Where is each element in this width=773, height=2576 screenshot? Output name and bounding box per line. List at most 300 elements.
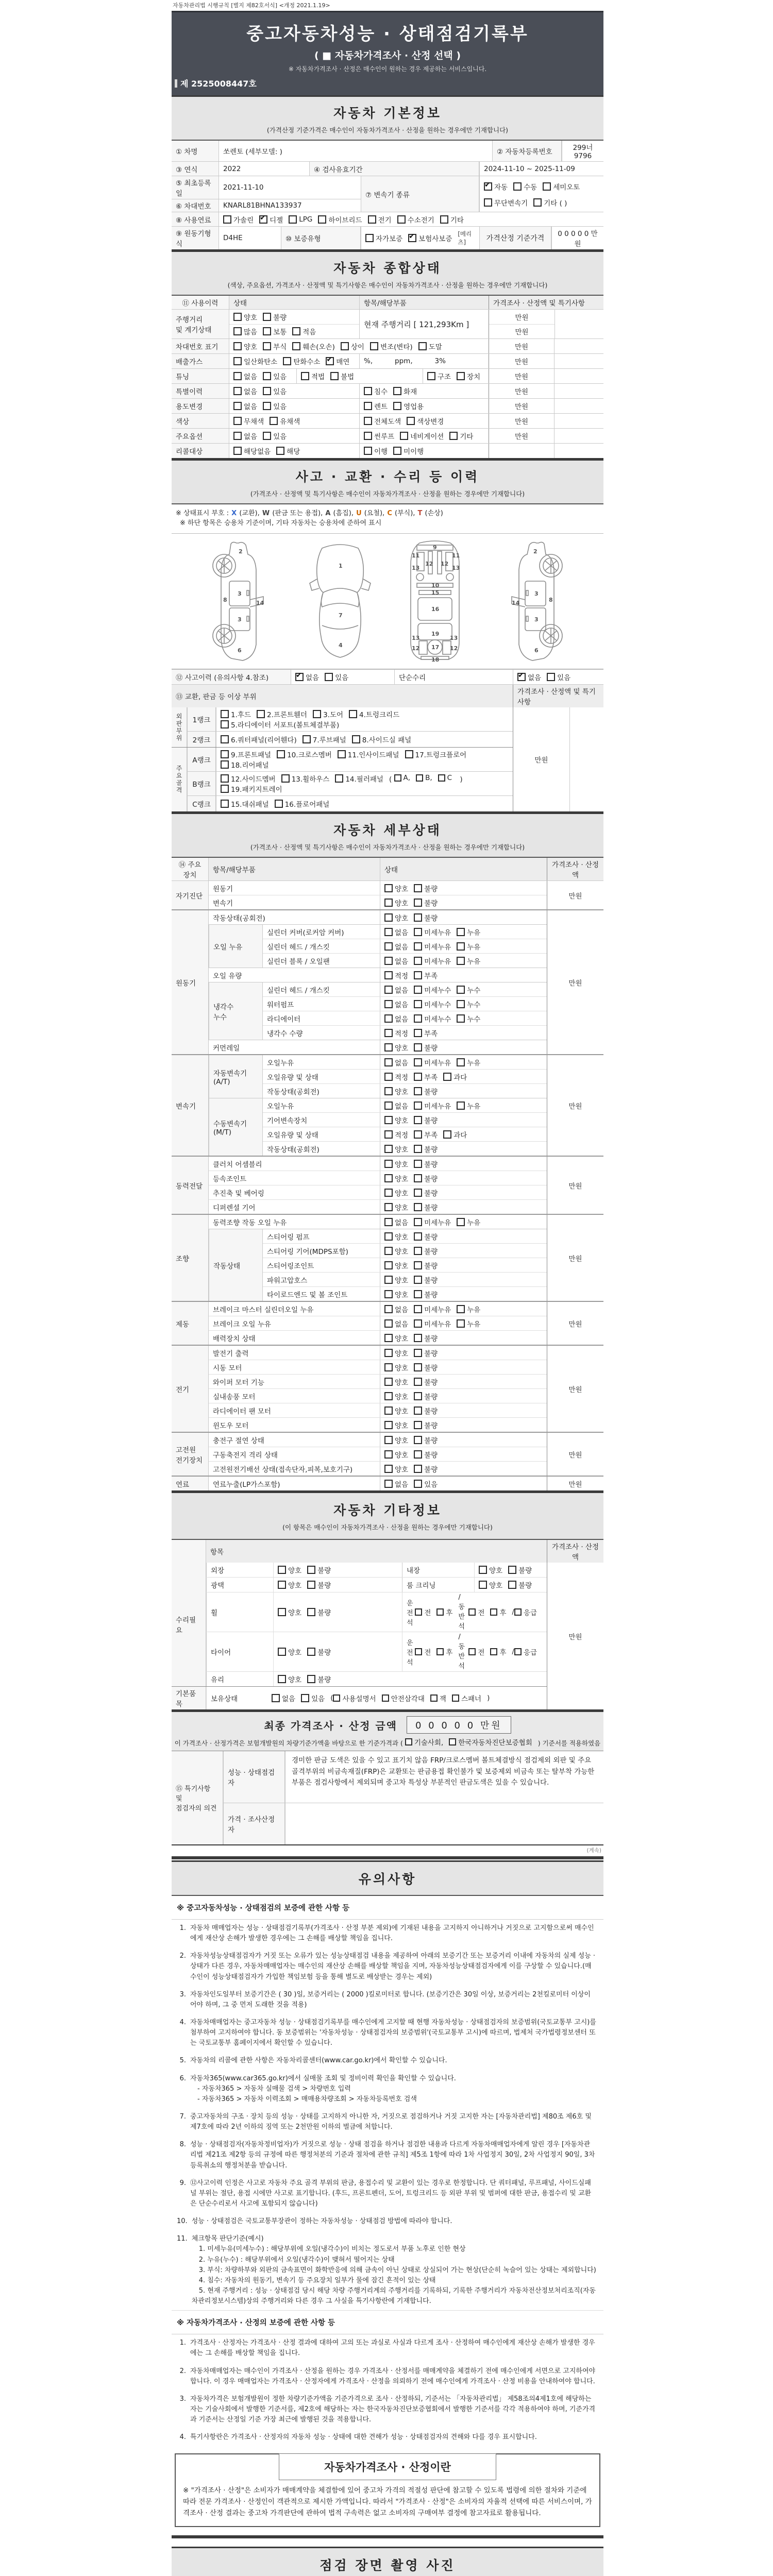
checkbox[interactable] bbox=[384, 1247, 393, 1255]
checkbox[interactable] bbox=[414, 1058, 422, 1066]
detail-row bbox=[263, 1141, 547, 1156]
checkbox[interactable] bbox=[384, 1480, 393, 1488]
checkbox[interactable] bbox=[414, 1305, 422, 1313]
detail-group-body bbox=[209, 1157, 547, 1214]
checkbox[interactable] bbox=[384, 884, 393, 892]
checkbox[interactable] bbox=[414, 899, 422, 907]
checkbox[interactable] bbox=[414, 913, 422, 922]
checkbox[interactable] bbox=[414, 1087, 422, 1095]
checkbox[interactable] bbox=[416, 774, 423, 782]
detail-state-checks bbox=[380, 1200, 547, 1214]
checkbox[interactable] bbox=[415, 1608, 422, 1616]
checkbox[interactable] bbox=[414, 1334, 422, 1342]
detail-state-checks bbox=[380, 968, 547, 982]
checkbox[interactable] bbox=[292, 327, 300, 335]
checkbox[interactable] bbox=[393, 447, 401, 455]
checkbox[interactable] bbox=[221, 750, 229, 758]
notice-item-subline: 2. 누유(누수) : 해당부위에서 오일(냉각수)이 맺혀서 떨어지는 상태 bbox=[198, 2256, 395, 2264]
checkbox[interactable] bbox=[233, 387, 242, 395]
checkbox[interactable] bbox=[394, 774, 401, 782]
checkbox[interactable] bbox=[384, 1160, 393, 1168]
checkbox[interactable] bbox=[263, 327, 271, 335]
checkbox[interactable] bbox=[407, 417, 415, 425]
checkbox[interactable] bbox=[325, 673, 333, 681]
checkbox-option bbox=[384, 1202, 408, 1212]
checkbox[interactable] bbox=[414, 884, 422, 892]
checkbox[interactable] bbox=[341, 342, 349, 350]
checkbox[interactable] bbox=[414, 1174, 422, 1182]
checkbox[interactable] bbox=[514, 1608, 522, 1616]
etc-sub-checks bbox=[474, 1578, 547, 1592]
checkbox[interactable] bbox=[457, 986, 465, 994]
checkbox[interactable] bbox=[384, 986, 393, 994]
checkbox[interactable] bbox=[490, 1608, 497, 1616]
checkbox[interactable] bbox=[468, 1648, 476, 1655]
checkbox-label: 후 bbox=[446, 1649, 453, 1657]
col-item: 항목/해당부품 bbox=[213, 866, 256, 874]
assessor-label: 가격 · 조사산정 자 bbox=[223, 1803, 285, 1844]
detail-item-label: 오일누유 bbox=[267, 1102, 294, 1111]
inspection-period-value: 2024-11-10 ~ 2025-11-09 bbox=[479, 162, 602, 176]
checkbox[interactable] bbox=[289, 215, 297, 224]
checkbox[interactable] bbox=[384, 1450, 393, 1459]
checkbox[interactable] bbox=[307, 1566, 315, 1574]
checkbox[interactable] bbox=[479, 1566, 487, 1574]
checkbox[interactable] bbox=[278, 1648, 286, 1656]
checkbox[interactable] bbox=[414, 1247, 422, 1255]
checkbox[interactable] bbox=[490, 1648, 497, 1655]
checkbox[interactable] bbox=[364, 387, 372, 395]
checkbox[interactable] bbox=[397, 215, 406, 224]
checkbox[interactable] bbox=[414, 1378, 422, 1386]
checkbox[interactable] bbox=[301, 372, 309, 380]
checkbox[interactable] bbox=[384, 928, 393, 936]
checkbox[interactable] bbox=[414, 1160, 422, 1168]
checkbox[interactable] bbox=[457, 1305, 465, 1313]
checkbox-label: 양호 bbox=[395, 1334, 409, 1343]
checkbox[interactable] bbox=[338, 750, 346, 758]
checkbox[interactable] bbox=[307, 1675, 315, 1683]
checkbox[interactable] bbox=[543, 182, 551, 191]
checkbox-option bbox=[414, 1435, 438, 1445]
checkbox[interactable] bbox=[449, 432, 458, 440]
checkbox[interactable] bbox=[414, 1101, 422, 1110]
checkbox[interactable] bbox=[414, 971, 422, 979]
warranty-options bbox=[361, 227, 479, 249]
notice-price-subtitle: ※ 자동차가격조사 · 산정의 보증에 관한 사항 등 bbox=[172, 2310, 603, 2334]
checkbox-label: 상이 bbox=[350, 343, 364, 351]
checkbox[interactable] bbox=[457, 372, 465, 380]
checkbox[interactable] bbox=[457, 942, 465, 951]
checkbox-checked[interactable] bbox=[517, 673, 526, 681]
checkbox[interactable] bbox=[449, 1738, 456, 1745]
checkbox[interactable] bbox=[263, 387, 271, 395]
detail-group-body bbox=[209, 881, 547, 909]
detail-item-label: 실린더 블록 / 오일팬 bbox=[267, 957, 330, 966]
checkbox[interactable] bbox=[221, 735, 229, 743]
basic-info-row bbox=[172, 212, 603, 226]
checkbox[interactable] bbox=[384, 1276, 393, 1284]
detail-row bbox=[263, 996, 547, 1011]
checkbox-checked[interactable] bbox=[408, 234, 416, 242]
checkbox[interactable] bbox=[221, 774, 229, 783]
detail-item-label: 등속조인트 bbox=[213, 1175, 247, 1183]
exchange-label: ⑬ 교환, 판금 등 이상 부위 bbox=[176, 693, 257, 701]
checkbox[interactable] bbox=[278, 1581, 286, 1589]
checkbox[interactable] bbox=[349, 710, 357, 718]
checkbox[interactable] bbox=[384, 1218, 393, 1226]
checkbox[interactable] bbox=[384, 1406, 393, 1415]
checkbox[interactable] bbox=[418, 342, 427, 350]
checkbox[interactable] bbox=[384, 1363, 393, 1371]
detail-row bbox=[209, 1417, 547, 1432]
checkbox[interactable] bbox=[384, 1465, 393, 1473]
checkbox-checked[interactable] bbox=[295, 673, 304, 681]
checkbox[interactable] bbox=[457, 1000, 465, 1008]
detail-state-checks bbox=[380, 997, 547, 1011]
checkbox-label: 썬루프 bbox=[374, 433, 395, 441]
checkbox[interactable] bbox=[414, 1436, 422, 1444]
basic-left-column bbox=[172, 176, 361, 212]
checkbox[interactable] bbox=[457, 1014, 465, 1023]
checkbox[interactable] bbox=[233, 417, 242, 425]
checkbox-option bbox=[384, 1086, 408, 1096]
checkbox[interactable] bbox=[370, 342, 378, 350]
checkbox[interactable] bbox=[364, 402, 372, 410]
checkbox[interactable] bbox=[364, 417, 372, 425]
checkbox[interactable] bbox=[479, 1581, 487, 1589]
checkbox[interactable] bbox=[400, 432, 408, 440]
checkbox[interactable] bbox=[414, 1043, 422, 1052]
checkbox[interactable] bbox=[384, 1189, 393, 1197]
checkbox[interactable] bbox=[382, 1694, 389, 1702]
checkbox[interactable] bbox=[384, 1319, 393, 1328]
overall-row-label: 특별이력 bbox=[172, 384, 229, 398]
checkbox[interactable] bbox=[384, 1392, 393, 1400]
checkbox[interactable] bbox=[263, 313, 271, 321]
checkbox[interactable] bbox=[233, 402, 242, 410]
checkbox-label: 양호 bbox=[288, 1676, 302, 1684]
checkbox[interactable] bbox=[233, 432, 242, 440]
detail-rows bbox=[263, 1229, 547, 1301]
checkbox[interactable] bbox=[452, 1694, 459, 1702]
checkbox[interactable] bbox=[301, 1694, 309, 1702]
checkbox[interactable] bbox=[414, 1480, 422, 1488]
checkbox[interactable] bbox=[414, 1349, 422, 1357]
checkbox[interactable] bbox=[303, 735, 311, 743]
checkbox[interactable] bbox=[384, 913, 393, 922]
checkbox[interactable] bbox=[384, 1436, 393, 1444]
checkbox[interactable] bbox=[414, 1014, 422, 1023]
engine-label: ⑨ 원동기형식 bbox=[172, 227, 219, 249]
checkbox[interactable] bbox=[384, 1087, 393, 1095]
checkbox[interactable] bbox=[281, 774, 290, 783]
overall-row-label: 차대번호 표기 bbox=[172, 339, 229, 353]
checkbox-label: 양호 bbox=[288, 1609, 302, 1617]
overall-row bbox=[172, 383, 603, 398]
checkbox[interactable] bbox=[440, 215, 448, 224]
checkbox[interactable] bbox=[384, 1174, 393, 1182]
checkbox[interactable] bbox=[533, 198, 542, 207]
checkbox[interactable] bbox=[307, 1581, 315, 1589]
checkbox[interactable] bbox=[414, 1029, 422, 1037]
checkbox[interactable] bbox=[333, 1694, 340, 1702]
checkbox[interactable] bbox=[270, 417, 278, 425]
document-number-text: 제 2525008447호 bbox=[180, 79, 257, 89]
checkbox[interactable] bbox=[414, 986, 422, 994]
checkbox-label: 불량 bbox=[424, 1116, 438, 1125]
checkbox[interactable] bbox=[263, 432, 271, 440]
checkbox[interactable] bbox=[223, 215, 231, 224]
detail-group-body bbox=[209, 1346, 547, 1432]
checkbox[interactable] bbox=[457, 1218, 465, 1226]
checkbox[interactable] bbox=[292, 342, 300, 350]
checkbox[interactable] bbox=[384, 1334, 393, 1342]
notice-item-text: 자동차매매업자는 매수인이 가격조사 · 산정을 원하는 경우 가격조사 · 산정서를 매매계약을 체결하기 전에 매수인에게 서면으로 고지하여야 합니다. 이 경우 매매업자는 가격조사 · 산정자에게 가격조사 · 산정을 의뢰하기 전에 매수인에게 가격조사 · 산정 비용을 안내하여야 합니다. bbox=[190, 2367, 596, 2385]
checkbox[interactable] bbox=[384, 1130, 393, 1139]
detail-row bbox=[209, 1374, 547, 1388]
checkbox-label: 양호 bbox=[395, 1364, 409, 1372]
checkbox[interactable] bbox=[352, 735, 360, 743]
checkbox[interactable] bbox=[368, 215, 376, 224]
overall-row-cell bbox=[359, 384, 489, 398]
checkbox[interactable] bbox=[384, 1232, 393, 1241]
checkbox[interactable] bbox=[414, 1465, 422, 1473]
checkbox[interactable] bbox=[438, 774, 445, 782]
checkbox[interactable] bbox=[457, 957, 465, 965]
checkbox[interactable] bbox=[221, 785, 229, 793]
overall-header-row bbox=[172, 296, 603, 309]
checkbox[interactable] bbox=[272, 1694, 280, 1702]
checkbox[interactable] bbox=[457, 928, 465, 936]
checkbox[interactable] bbox=[384, 1014, 393, 1023]
checkbox[interactable] bbox=[365, 234, 374, 242]
checkbox[interactable] bbox=[457, 1101, 465, 1110]
checkbox[interactable] bbox=[364, 447, 372, 455]
checkbox-label: 도말 bbox=[428, 343, 442, 351]
checkbox[interactable] bbox=[508, 1566, 516, 1574]
checkbox[interactable] bbox=[221, 800, 229, 808]
checkbox[interactable] bbox=[384, 957, 393, 965]
checkbox[interactable] bbox=[414, 1276, 422, 1284]
checkbox[interactable] bbox=[233, 357, 242, 365]
notice-item bbox=[172, 2108, 603, 2136]
checkbox-option bbox=[414, 1318, 451, 1329]
detail-group-body bbox=[209, 1215, 547, 1301]
checkbox-checked[interactable] bbox=[326, 357, 334, 365]
checkbox[interactable] bbox=[221, 720, 229, 728]
detail-rows bbox=[209, 1302, 547, 1345]
checkbox[interactable] bbox=[233, 327, 242, 335]
checkbox[interactable] bbox=[484, 198, 492, 207]
checkbox[interactable] bbox=[307, 1608, 315, 1616]
checkbox[interactable] bbox=[384, 971, 393, 979]
checkbox-label: 불량 bbox=[424, 885, 438, 893]
checkbox-label: 누유 bbox=[467, 1059, 481, 1067]
checkbox[interactable] bbox=[405, 1738, 412, 1745]
checkbox-option bbox=[414, 1173, 438, 1183]
checkbox[interactable] bbox=[414, 1450, 422, 1459]
checkbox[interactable] bbox=[414, 1130, 422, 1139]
checkbox[interactable] bbox=[436, 1608, 444, 1616]
checkbox-option bbox=[221, 749, 271, 759]
checkbox[interactable] bbox=[263, 342, 271, 350]
checkbox-option bbox=[270, 416, 300, 426]
checkbox[interactable] bbox=[233, 313, 242, 321]
checkbox-label: 불량 bbox=[424, 1334, 438, 1343]
checkbox-label: 5.라디에이터 서포트(볼트체결부품) bbox=[231, 721, 340, 730]
transmission-options bbox=[479, 176, 603, 212]
checkbox[interactable] bbox=[414, 1363, 422, 1371]
notice-item-text: 자동차365(www.car365.go.kr)에서 실매물 조회 및 정비이력 확인을 확인할 수 있습니다. - 자동차365 > 자동차 실매물 검색 > 차량번호 입력 - 자동차365 > 자동차 이력조회 > 매매용차량조회 > 자동차등록번호 검색 bbox=[190, 2074, 456, 2103]
checkbox-option bbox=[307, 1607, 331, 1617]
checkbox[interactable] bbox=[384, 1305, 393, 1313]
checkbox[interactable] bbox=[514, 1648, 522, 1655]
checkbox-label: 양호 bbox=[395, 1465, 409, 1474]
checkbox-option bbox=[263, 326, 287, 336]
checkbox[interactable] bbox=[414, 1000, 422, 1008]
checkbox[interactable] bbox=[405, 750, 413, 758]
checkbox[interactable] bbox=[277, 750, 285, 758]
checkbox[interactable] bbox=[278, 1566, 286, 1574]
checkbox[interactable] bbox=[513, 182, 522, 191]
checkbox-label: 가솔린 bbox=[233, 216, 254, 225]
checkbox[interactable] bbox=[384, 1029, 393, 1037]
checkbox[interactable] bbox=[318, 215, 326, 224]
checkbox[interactable] bbox=[307, 1648, 315, 1656]
checkbox-label: 누수 bbox=[467, 1001, 481, 1009]
checkbox-label: 후 bbox=[499, 1609, 507, 1617]
checkbox[interactable] bbox=[457, 1319, 465, 1328]
checkbox[interactable] bbox=[414, 1392, 422, 1400]
checkbox[interactable] bbox=[384, 1116, 393, 1124]
checkbox[interactable] bbox=[414, 928, 422, 936]
checkbox[interactable] bbox=[283, 357, 291, 365]
checkbox[interactable] bbox=[384, 1290, 393, 1298]
checkbox[interactable] bbox=[384, 1203, 393, 1211]
checkbox[interactable] bbox=[457, 1058, 465, 1066]
checkbox[interactable] bbox=[414, 1319, 422, 1328]
checkbox[interactable] bbox=[414, 1232, 422, 1241]
checkbox[interactable] bbox=[414, 1406, 422, 1415]
checkbox[interactable] bbox=[263, 372, 271, 380]
checkbox-label: 없음 bbox=[244, 403, 258, 411]
checkbox-checked[interactable] bbox=[484, 182, 492, 191]
checkbox-option bbox=[457, 956, 480, 966]
checkbox[interactable] bbox=[443, 1130, 451, 1139]
checkbox[interactable] bbox=[468, 1608, 476, 1616]
checkbox[interactable] bbox=[384, 1378, 393, 1386]
checkbox[interactable] bbox=[335, 774, 343, 783]
checkbox[interactable] bbox=[330, 372, 339, 380]
checkbox[interactable] bbox=[384, 1145, 393, 1153]
checkbox-label: 불량 bbox=[518, 1582, 532, 1590]
checkbox[interactable] bbox=[384, 1421, 393, 1429]
checkbox-checked[interactable] bbox=[259, 215, 267, 224]
checkbox-label: 양호 bbox=[395, 1393, 409, 1401]
checkbox-option bbox=[364, 386, 388, 396]
checkbox[interactable] bbox=[414, 1203, 422, 1211]
checkbox-label: 전기 bbox=[378, 216, 392, 225]
detail-row bbox=[209, 1433, 547, 1447]
detail-row bbox=[209, 1157, 547, 1171]
checkbox-option bbox=[405, 749, 467, 759]
checkbox-option bbox=[414, 1231, 438, 1242]
checkbox[interactable] bbox=[233, 342, 242, 350]
checkbox[interactable] bbox=[436, 1648, 444, 1655]
checkbox[interactable] bbox=[384, 1000, 393, 1008]
checkbox-option bbox=[414, 1013, 451, 1024]
checkbox[interactable] bbox=[313, 710, 321, 718]
checkbox[interactable] bbox=[430, 1694, 438, 1702]
checkbox[interactable] bbox=[414, 1073, 422, 1081]
checkbox[interactable] bbox=[414, 1261, 422, 1269]
checkbox[interactable] bbox=[384, 1043, 393, 1052]
checkbox[interactable] bbox=[414, 1116, 422, 1124]
checkbox[interactable] bbox=[547, 673, 555, 681]
checkbox-option bbox=[233, 446, 271, 456]
checkbox[interactable] bbox=[414, 942, 422, 951]
checkbox[interactable] bbox=[221, 760, 229, 769]
checkbox-label: 불량 bbox=[424, 1349, 438, 1358]
checkbox-option bbox=[449, 431, 473, 441]
checkbox[interactable] bbox=[276, 447, 284, 455]
document-title: 중고자동차성능 · 상태점검기록부 bbox=[246, 24, 529, 44]
checkbox-label: 무채색 bbox=[244, 418, 264, 426]
checkbox[interactable] bbox=[221, 710, 229, 718]
checkbox[interactable] bbox=[233, 447, 242, 455]
checkbox[interactable] bbox=[414, 1290, 422, 1298]
checkbox[interactable] bbox=[384, 899, 393, 907]
checkbox[interactable] bbox=[384, 1058, 393, 1066]
checkbox-label: 사용설명서 bbox=[342, 1695, 376, 1703]
checkbox[interactable] bbox=[393, 402, 401, 410]
checkbox[interactable] bbox=[233, 372, 242, 380]
overall-row-cell bbox=[229, 444, 359, 458]
checkbox[interactable] bbox=[263, 402, 271, 410]
checkbox[interactable] bbox=[414, 1145, 422, 1153]
checkbox[interactable] bbox=[275, 800, 283, 808]
checkbox[interactable] bbox=[415, 1648, 422, 1655]
checkbox[interactable] bbox=[414, 1189, 422, 1197]
checkbox[interactable] bbox=[384, 1261, 393, 1269]
checkbox[interactable] bbox=[384, 942, 393, 951]
checkbox-option bbox=[414, 1275, 438, 1285]
accident-history-checks bbox=[291, 670, 394, 684]
checkbox[interactable] bbox=[364, 432, 372, 440]
checkbox-label: 없음 bbox=[395, 1320, 409, 1329]
checkbox[interactable] bbox=[414, 957, 422, 965]
checkbox[interactable] bbox=[278, 1608, 286, 1616]
checkbox[interactable] bbox=[257, 710, 265, 718]
checkbox[interactable] bbox=[393, 387, 401, 395]
checkbox[interactable] bbox=[384, 1349, 393, 1357]
checkbox[interactable] bbox=[278, 1675, 286, 1683]
detail-item-label: 오일 유량 bbox=[213, 972, 242, 980]
checkbox-label: 부족 bbox=[424, 1029, 438, 1038]
checkbox[interactable] bbox=[384, 1073, 393, 1081]
checkbox[interactable] bbox=[414, 1421, 422, 1429]
checkbox[interactable] bbox=[414, 1218, 422, 1226]
checkbox-option bbox=[414, 1100, 451, 1111]
checkbox[interactable] bbox=[427, 372, 435, 380]
checkbox[interactable] bbox=[508, 1581, 516, 1589]
rank-group-label: 주요골격 bbox=[172, 748, 187, 811]
checkbox-label: 불량 bbox=[424, 1364, 438, 1372]
checkbox[interactable] bbox=[384, 1101, 393, 1110]
checkbox-label: 누유 bbox=[467, 1306, 481, 1314]
checkbox[interactable] bbox=[443, 1073, 451, 1081]
